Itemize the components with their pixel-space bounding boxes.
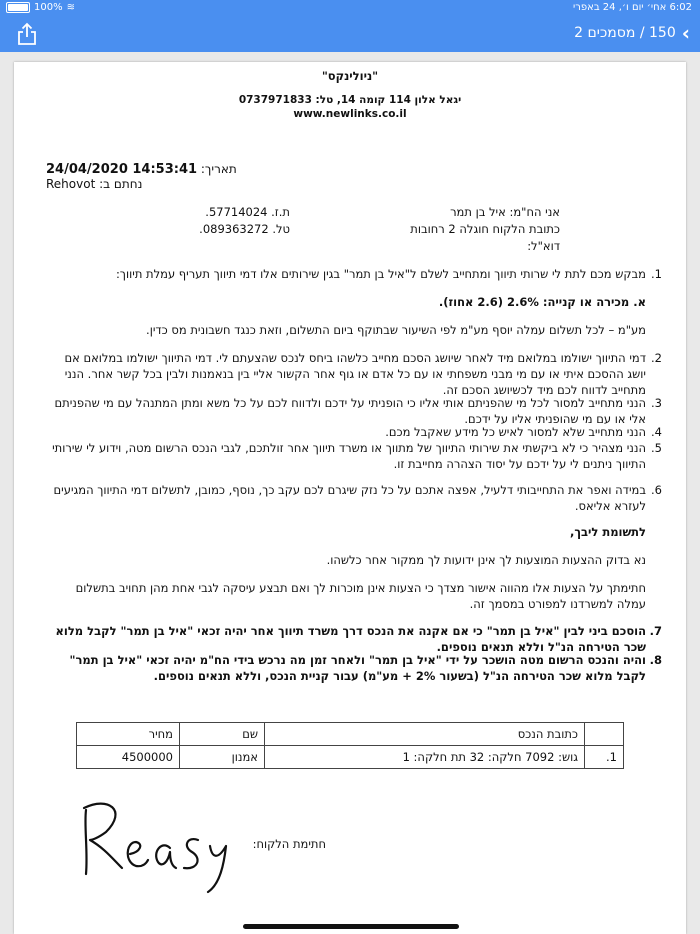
- document-page: [14, 62, 686, 934]
- clause-2: 2. דמי התיווך ישולמו במלואם מיד לאחר שיושג הסכם מחייב כלשהו ביחס לנכס שהצעתם לי. דמי התיווך ישולמו במלואם אם יושג ההסכם איתי או עם מי מבני משפחתי או עם כל אדם או גוף אחר הקשור אליי בין בנאמנות ולבין בכל קשר אחר. הנני מתחייב לדווח לכם מיד לכשיושג הסכם זה.: [64, 351, 662, 397]
- back-button[interactable]: [574, 21, 690, 45]
- header-name: שם: [180, 723, 265, 746]
- battery-level: 100%: [34, 2, 63, 13]
- row-name: אמנון: [180, 746, 265, 769]
- status-bar: [0, 0, 700, 16]
- clause-3: 3. הנני מתחייב למסור לכל מי שהפניתם אותי אליו כי הופניתי על ידכם ולדווח לכם על כל משא ומתן המתנהל עם מי שהפניתם אלי או עם מי שהופניתי אליו על ידכם.: [54, 396, 662, 426]
- attention-note-1: נא בדוק ההצעות המוצעות לך אינן ידועות לך ממקור אחר כלשהו.: [326, 553, 646, 567]
- clause-7: 7. הוסכם ביני לבין "איל בן תמר" כי אם אקנה את הנכס דרך משרד תיווך אחר יהיה זכאי "איל בן תמר" לקבל מלוא שכר הטירחה הנ"ל וללא תנאים נוספים.: [55, 624, 662, 654]
- battery-icon: [6, 2, 30, 13]
- clause-5: 5. הנני מצהיר כי לא ביקשתי את שירותי התיווך של מתווך או משרד תיווך אחר זולתכם, לגבי הנכס הרשום מטה, וידוע לי שירותי התיווך ניתנים לי על ידכם על יסוד הצהרה מחייבת זו.: [52, 441, 662, 471]
- signed-location: נחתם ב: Rehovot: [46, 177, 143, 191]
- row-index: 1.: [585, 746, 624, 769]
- status-time: 6:02: [669, 2, 692, 13]
- navigation-bar: [0, 16, 700, 52]
- clause-1b: מע"מ – לכל תשלום עמלה יוסף מע"מ לפי השיעור שבתוקף ביום התשלום, וזאת כנגד חשבונית מס כדין.: [146, 323, 646, 337]
- home-indicator: [243, 924, 459, 929]
- signature-image: [78, 796, 258, 896]
- table-header-row: [77, 723, 624, 746]
- client-name: אני הח"מ: איל בן תמר: [450, 205, 560, 219]
- share-icon[interactable]: [16, 22, 38, 46]
- client-email: דוא"ל:: [527, 239, 560, 253]
- attention-note-2: חתימתך על הצעות אלו מהווה אישור מצדך כי הצעות אינן מוכרות לך ואם תבצע עיסקה לגבי אחת מהן תחויב בתשלום עמלה למשרדנו למפורט במסמך זה.: [75, 581, 646, 611]
- header-address: כתובת הנכס: [265, 723, 585, 746]
- chevron-right-icon: ›: [681, 21, 690, 45]
- clause-6: 6. במידה ואפר את התחייבותי דלעיל, אפצה אתכם על כל נזק שיגרם לכם עקב כך, נוסף, כמובן, לתשלום דמי התיווך המגיעים לעזרא אליאס.: [53, 483, 662, 513]
- row-price: 4500000: [77, 746, 180, 769]
- signature-label: חתימת הלקוח:: [252, 837, 326, 851]
- company-address: יגאל אלון 114 קומה 14, טל: 0737971833: [238, 94, 462, 106]
- company-name: "ניולינקס": [321, 69, 379, 83]
- status-left: [6, 2, 75, 13]
- client-id: ת.ז. 57714024.: [205, 205, 290, 219]
- company-website: www.newlinks.co.il: [293, 108, 407, 120]
- status-right: [573, 2, 692, 13]
- clause-1a: א. מכירה או קנייה: 2.6% (2.6 אחוז).: [438, 295, 646, 309]
- page-indicator: 150 / מסמכים 2: [574, 25, 676, 41]
- clause-8: 8. והיה והנכס הרשום מטה הושכר על ידי "איל בן תמר" ולאחר זמן מה נרכש בידי הח"מ יהיה זכאי "איל בן תמר" לקבל מלוא שכר הטירחה הנ"ל (בשעור 2% + מע"מ) עבור קניית הנכס, וללא תנאים נוספים.: [69, 653, 662, 683]
- property-table: [76, 722, 624, 769]
- date-label: תאריך:: [200, 162, 237, 176]
- date-value: 24/04/2020 14:53:41: [46, 162, 198, 177]
- header-price: מחיר: [77, 723, 180, 746]
- wifi-icon: ≋: [66, 2, 75, 13]
- clause-1: 1. מבקש מכם לתת לי שרותי תיווך ומתחייב לשלם ל"איל בן תמר" בגין שירותים אלו דמי תיווך תעריף עמלת תיווך:: [115, 267, 662, 281]
- row-address: גוש: 7092 חלקה: 32 תת חלקה: 1: [265, 746, 585, 769]
- table-row: [77, 746, 624, 769]
- attention-heading: לתשומת ליבך,: [569, 525, 646, 539]
- status-date: אחי׳ יום ו׳, 24 באפרי: [573, 2, 667, 13]
- clause-4: 4. הנני מתחייב שלא למסור לאיש כל מידע שאקבל מכם.: [385, 425, 662, 439]
- client-phone: טל. 089363272.: [199, 222, 290, 236]
- client-address: כתובת הלקוח חוגלה 2 רחובות: [410, 222, 560, 236]
